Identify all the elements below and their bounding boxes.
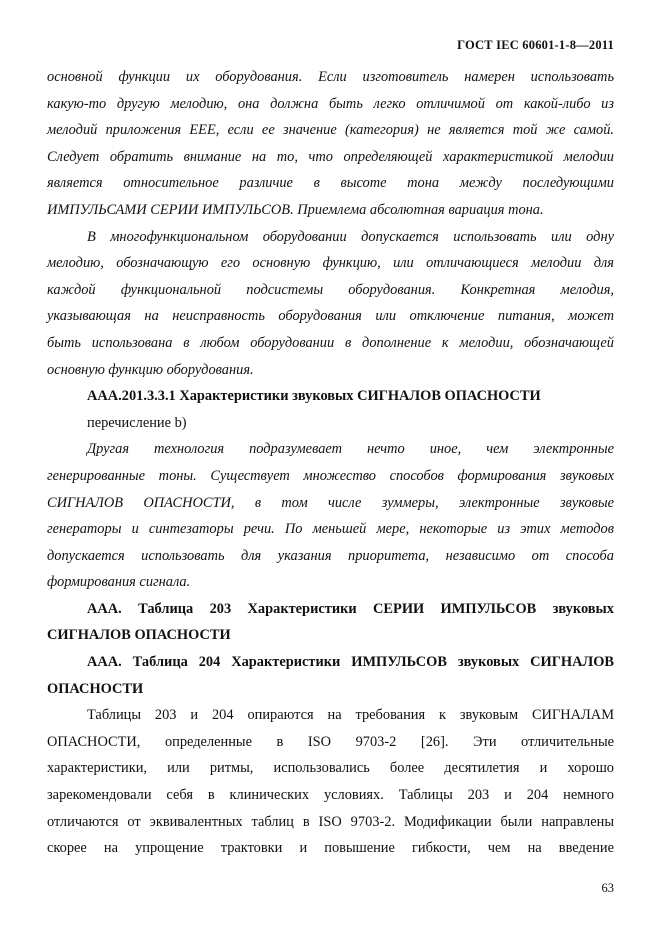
text-line: Таблицы 203 и 204 опираются на требования к звуковым СИГНАЛАМ: [87, 707, 614, 724]
text-line: Следует обратить внимание на то, что определяющей характеристикой мелодии: [47, 148, 614, 165]
text-line: допускается использовать для указания приоритета, независимо от способа: [47, 547, 614, 564]
text-line: какую-то другую мелодию, она должна быть легко отличимой от какой-либо из: [47, 95, 614, 112]
text-line: формирования сигнала.: [47, 574, 191, 591]
text-line: генерированные тоны. Существует множество способов формирования звуковых: [47, 467, 614, 484]
standard-code-header: ГОСТ IEC 60601-1-8—2011: [457, 38, 614, 52]
text-line: ОПАСНОСТИ, определенные в ISO 9703-2 [26]. Эти отличительные: [47, 733, 614, 750]
text-line: В многофункциональном оборудовании допускается использовать или одну: [87, 228, 614, 245]
text-line: Другая технология подразумевает нечто иное, чем электронные: [87, 441, 614, 458]
document-body: [47, 64, 614, 862]
text-line: быть использована в любом оборудовании в дополнение к мелодии, обозначающей: [47, 334, 614, 351]
text-line: основную функцию оборудования.: [47, 361, 254, 378]
text-line: СИГНАЛОВ ОПАСНОСТИ, в том числе зуммеры, электронные звуковые: [47, 494, 614, 511]
text-line: генераторы и синтезаторы речи. По меньшей мере, некоторые из этих методов: [47, 521, 614, 538]
text-line: является относительное различие в высоте тона между последующими: [47, 175, 614, 192]
text-line: зарекомендовали себя в клинических условиях. Таблицы 203 и 204 немного: [47, 787, 614, 804]
text-line: характеристики, или ритмы, использовались более десятилетия и хорошо: [47, 760, 614, 777]
table-203-heading: СИГНАЛОВ ОПАСНОСТИ: [47, 627, 231, 644]
text-line: мелодию, обозначающую его основную функцию, или отличающиеся мелодии для: [47, 255, 614, 272]
text-line: указывающая на неисправность оборудования или отключение питания, может: [47, 308, 614, 325]
table-203-heading: ААА. Таблица 203 Характеристики СЕРИИ ИМПУЛЬСОВ звуковых: [87, 600, 614, 617]
text-line: ИМПУЛЬСАМИ СЕРИИ ИМПУЛЬСОВ. Приемлема абсолютная вариация тона.: [47, 201, 544, 218]
text-line: каждой функциональной подсистемы оборудования. Конкретная мелодия,: [47, 281, 614, 298]
table-204-heading: ОПАСНОСТИ: [47, 680, 144, 697]
text-line: основной функции их оборудования. Если изготовитель намерен использовать: [47, 69, 614, 85]
page-number: 63: [601, 881, 614, 895]
table-204-heading: ААА. Таблица 204 Характеристики ИМПУЛЬСОВ звуковых СИГНАЛОВ: [87, 654, 614, 671]
text-line: отличаются от эквивалентных таблиц в ISO 9703-2. Модификации были направлены: [47, 813, 614, 830]
section-heading: ААА.201.3.3.1 Характеристики звуковых СИГНАЛОВ ОПАСНОСТИ: [87, 388, 541, 405]
enumeration-label: перечисление b): [87, 414, 187, 431]
text-line: скорее на упрощение трактовки и повышение гибкости, чем на введение: [47, 840, 614, 857]
text-line: мелодий приложения ЕЕЕ, если ее значение (категория) не является той же самой.: [47, 122, 614, 139]
